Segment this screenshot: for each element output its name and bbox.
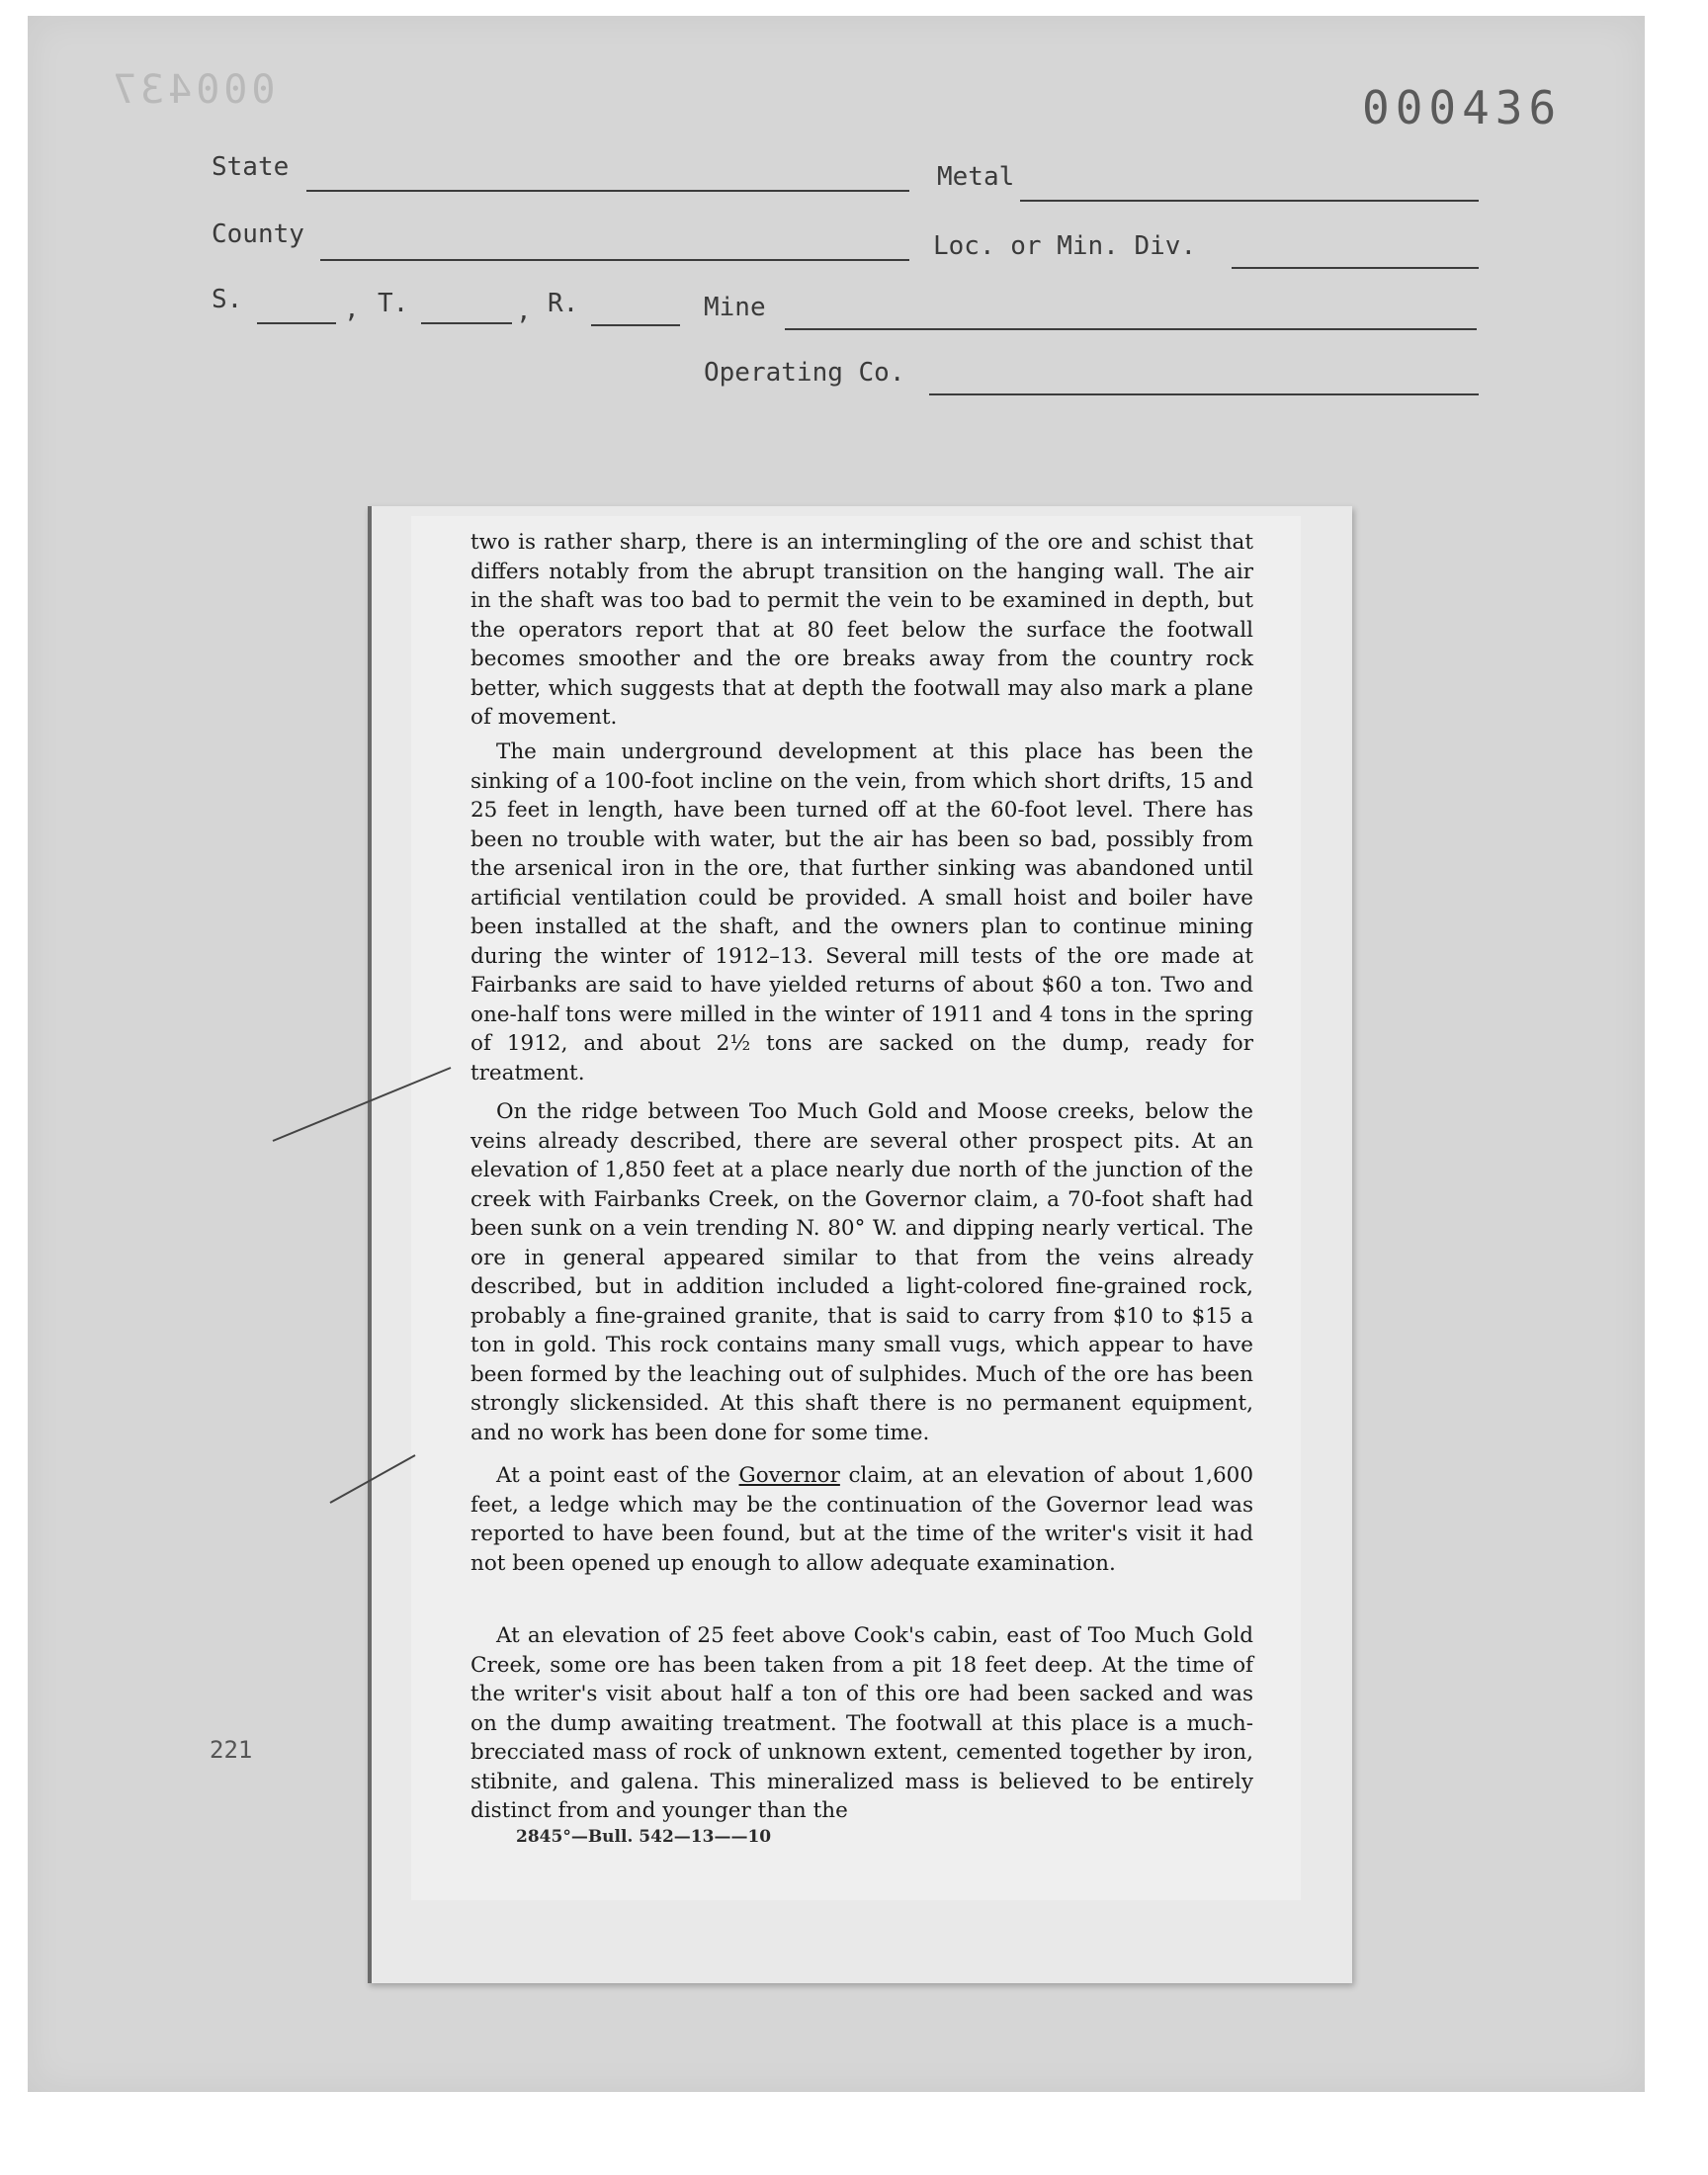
- governor-underlined: Governor: [738, 1463, 840, 1488]
- range-field-line: [591, 324, 680, 326]
- metal-label: Metal: [937, 162, 1015, 192]
- separator-comma: ,: [516, 297, 532, 326]
- state-label: State: [212, 152, 290, 182]
- county-field-line: [320, 259, 909, 261]
- paragraph-4-rest: claim, at an elevation of about 1,600 feet, a ledge which may be the continuation of the Governor lead was reported to have been found, but at the time of the writer's visit it had not been opened up enough to allow adequate examination.: [470, 1463, 1253, 1576]
- bulletin-footer-code: 2845°—Bull. 542—13——10: [516, 1827, 772, 1847]
- paragraph-3: On the ridge between Too Much Gold and Moose creeks, below the veins already described, there are several other prospect pits. At an elevation of 1,850 feet at a place nearly due north of the junction of the creek with Fairbanks Creek, on the Governor claim, a 70-foot shaft had been sunk on a vein trending N. 80° W. and dipping nearly vertical. The ore in general appeared similar to that from the veins already described, but in addition included a light-colored fine-grained rock, probably a fine-grained granite, that is said to carry from $10 to $15 a ton in gold. This rock contains many small vugs, which appear to have been formed by the leaching out of sulphides. Much of the ore has been strongly slickensided. At this shaft there is no permanent equipment, and no work has been done for some time.: [470, 1099, 1253, 1445]
- archive-card: [28, 16, 1645, 2092]
- township-field-line: [421, 322, 512, 324]
- paragraph-4-start: At a point east of the: [496, 1463, 739, 1488]
- document-number: 000436: [1362, 81, 1563, 134]
- range-label: R.: [548, 289, 579, 318]
- mine-label: Mine: [704, 293, 766, 322]
- separator-comma: ,: [344, 295, 360, 324]
- county-label: County: [212, 219, 304, 249]
- mine-field-line: [785, 328, 1477, 330]
- pasted-page: [368, 506, 1352, 1983]
- state-field-line: [306, 190, 909, 192]
- paragraph-2: The main underground development at this place has been the sinking of a 100-foot incline on the vein, from which short drifts, 15 and 25 feet in length, have been turned off at the 60-foot level. There has been no trouble with water, but the air has been so bad, possibly from the arsenical iron in the ore, that further sinking was abandoned until artificial ventilation could be provided. A small hoist and boiler have been installed at the shaft, and the owners plan to continue mining during the winter of 1912–13. Several mill tests of the ore made at Fairbanks are said to have yielded returns of about $60 a ton. Two and one-half tons were milled in the winter of 1911 and 4 tons in the spring of 1912, and about 2½ tons are sacked on the dump, ready for treatment.: [470, 740, 1253, 1086]
- paragraph-4: [470, 1461, 1253, 1578]
- paragraph-1: two is rather sharp, there is an intermingling of the ore and schist that differs notably from the abrupt transition on the hanging wall. The air in the shaft was too bad to permit the vein to be examined in depth, but the operators report that at 80 feet below the surface the footwall becomes smoother and the ore breaks away from the country rock better, which suggests that at depth the footwall may also mark a plane of movement.: [470, 530, 1253, 730]
- paragraph-5: At an elevation of 25 feet above Cook's cabin, east of Too Much Gold Creek, some ore has been taken from a pit 18 feet deep. At the time of the writer's visit about half a ton of this ore had been sacked and was on the dump awaiting treatment. The footwall at this place is a much-brecciated mass of rock of unknown extent, cemented together by iron, stibnite, and galena. This mineralized mass is believed to be entirely distinct from and younger than the: [470, 1623, 1253, 1823]
- operating-co-label: Operating Co.: [704, 358, 905, 388]
- township-label: T.: [378, 289, 409, 318]
- page-number: 221: [210, 1736, 253, 1764]
- metal-field-line: [1020, 200, 1479, 202]
- section-label: S.: [212, 285, 243, 314]
- loc-label: Loc. or Min. Div.: [933, 231, 1197, 261]
- loc-field-line: [1232, 267, 1479, 269]
- section-field-line: [257, 322, 336, 324]
- operating-co-field-line: [929, 393, 1479, 395]
- ghost-number: 000437: [109, 67, 276, 113]
